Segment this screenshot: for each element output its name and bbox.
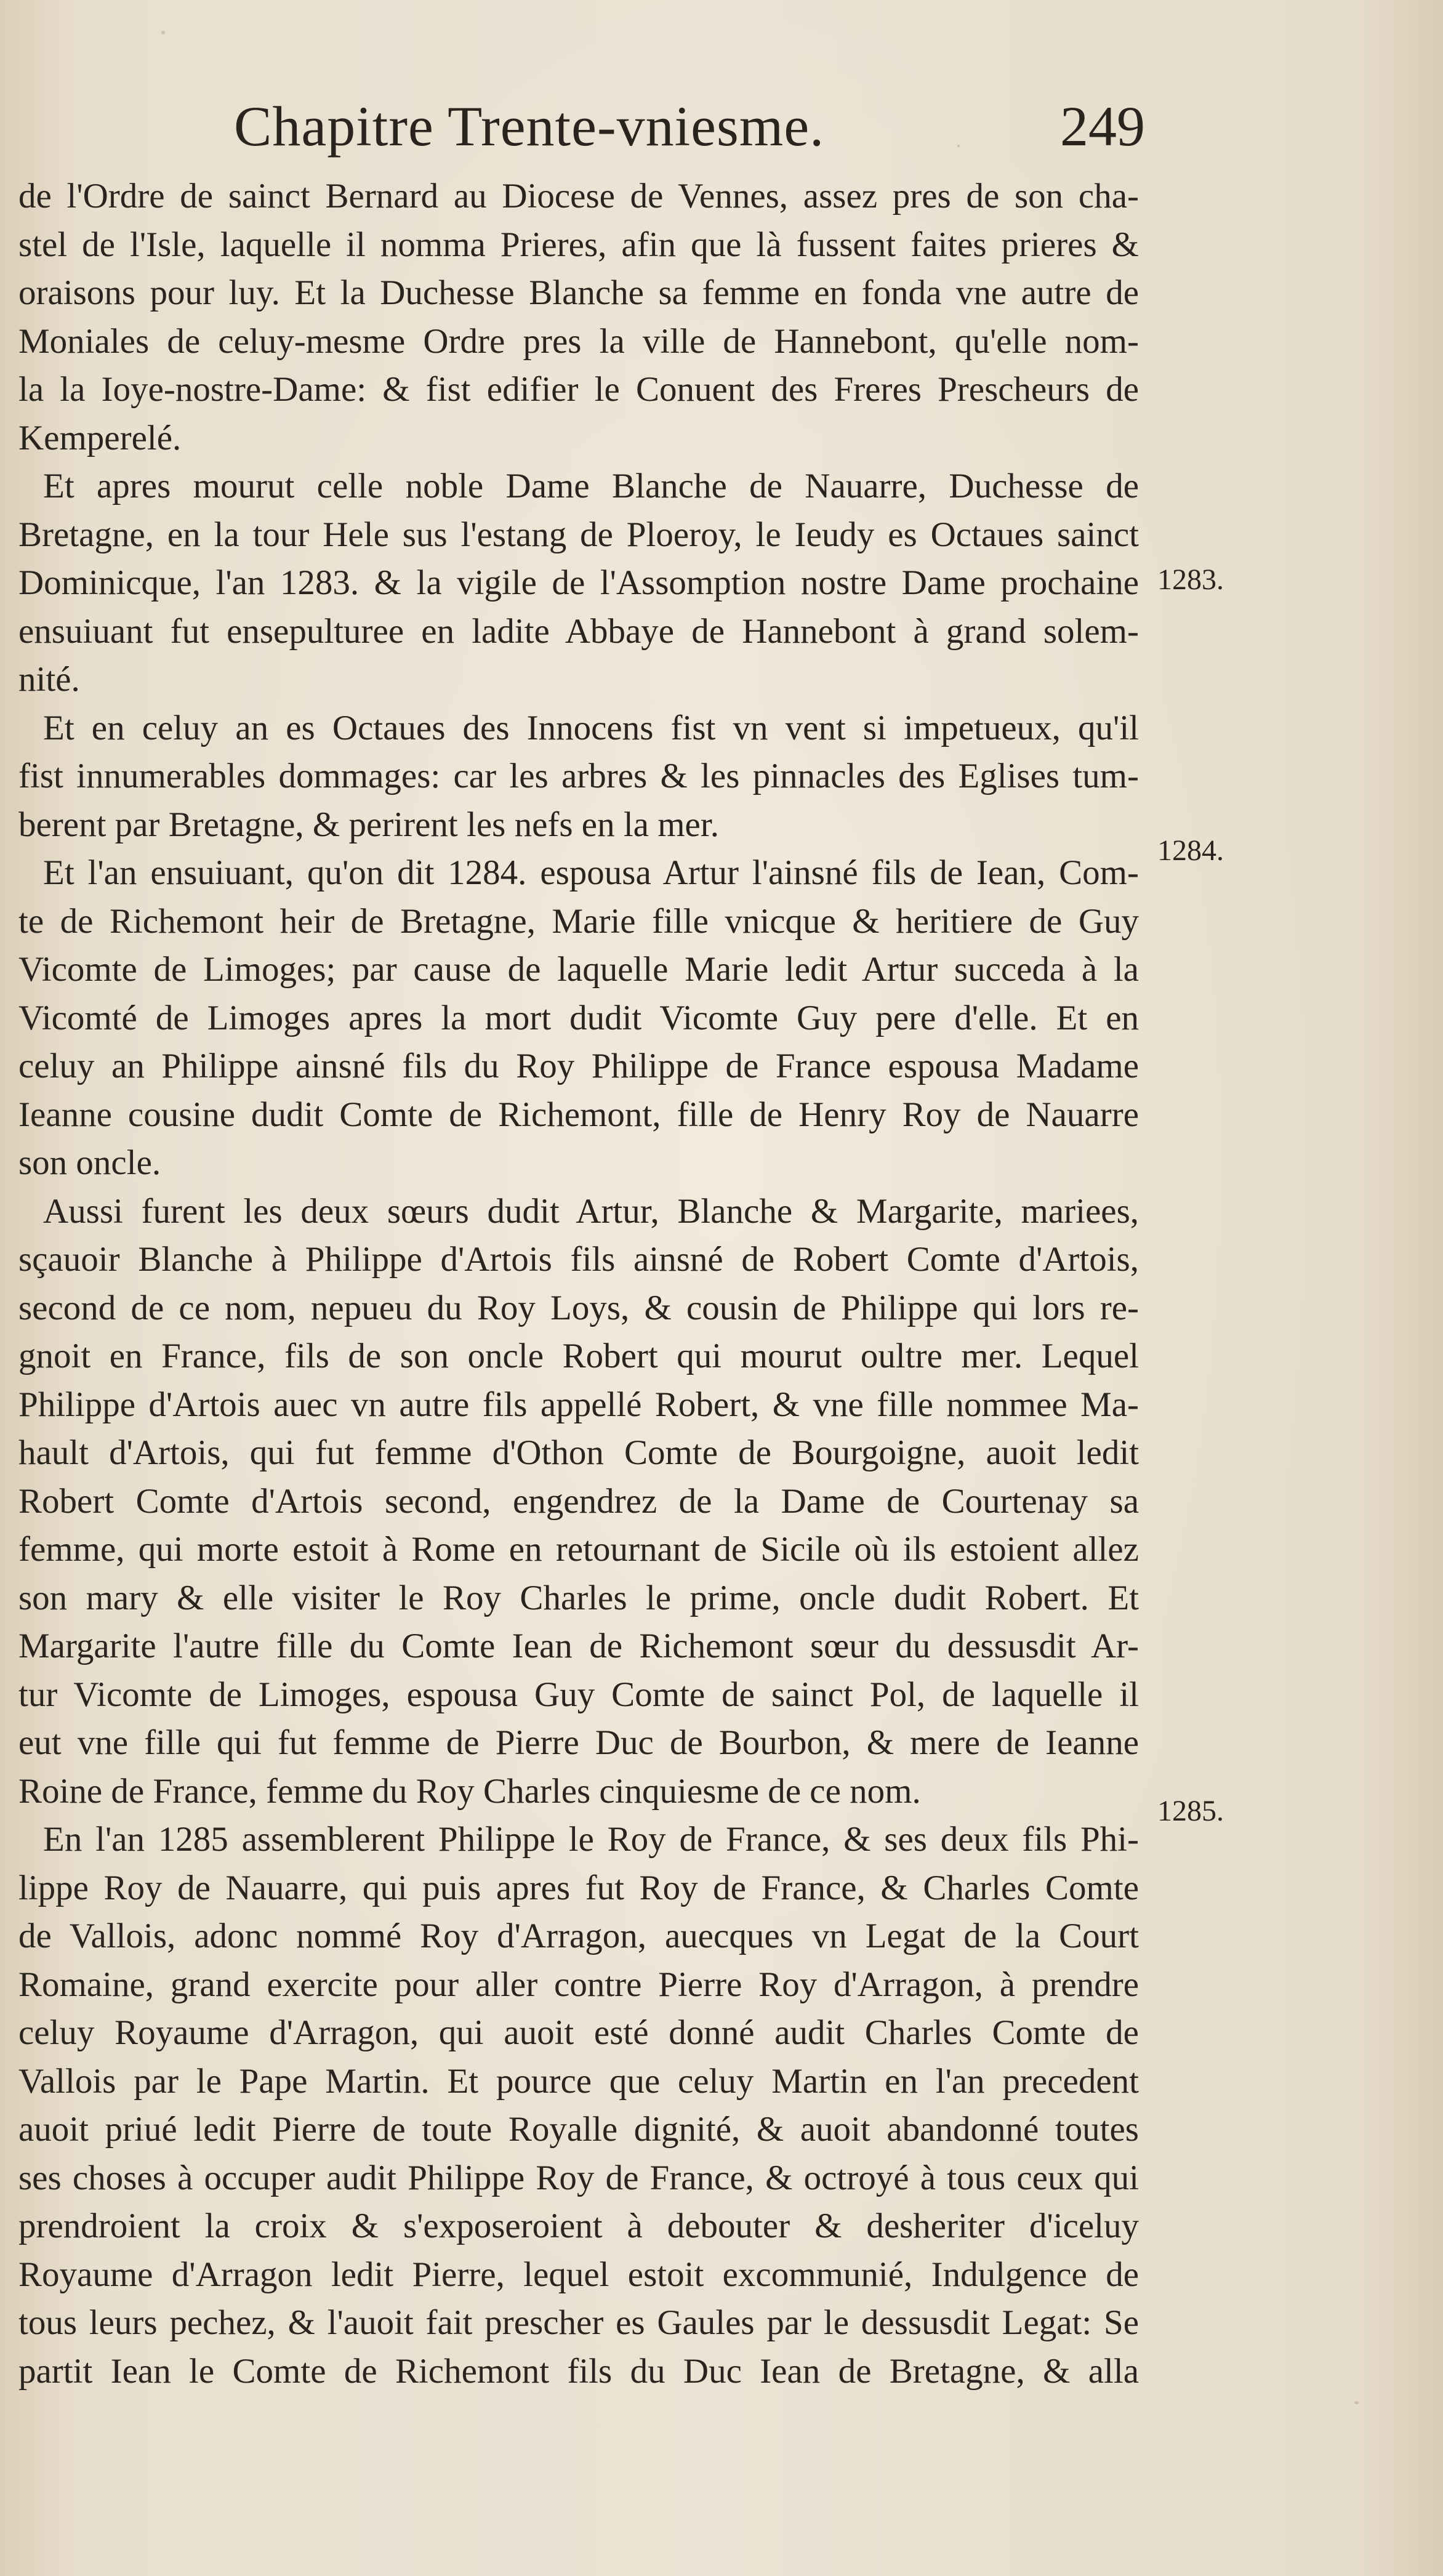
text-line: fist innumerables dommages: car les arbres & les pinnacles des Eglises tum-	[18, 757, 1139, 795]
text-line: prendroient la croix & s'exposeroient à debouter & desheriter d'iceluy	[18, 2207, 1139, 2245]
text-line: En l'an 1285 assemblerent Philippe le Roy de France, & ses deux fils Phi-	[43, 1820, 1139, 1859]
text-line: te de Richemont heir de Bretagne, Marie fille vnicque & heritiere de Guy	[18, 901, 1139, 941]
text-line: celuy Royaume d'Arragon, qui auoit esté donné audit Charles Comte de	[18, 2013, 1139, 2052]
text-line: Et l'an ensuiuant, qu'on dit 1284. espousa Artur l'ainsné fils de Iean, Com-	[43, 853, 1139, 892]
text-line: second de ce nom, nepueu du Roy Loys, & cousin de Philippe qui lors re-	[18, 1288, 1139, 1327]
text-line: Aussi furent les deux sœurs dudit Artur, Blanche & Margarite, mariees,	[43, 1191, 1139, 1231]
text-line: Et apres mourut celle noble Dame Blanche de Nauarre, Duchesse de	[43, 467, 1139, 505]
text-line: Et en celuy an es Octaues des Innocens fist vn vent si impetueux, qu'il	[43, 708, 1139, 747]
text-line: Margarite l'autre fille du Comte Iean de Richemont sœur du dessusdit Ar-	[18, 1627, 1139, 1665]
page-number: 249	[1060, 95, 1145, 158]
text-line: partit Iean le Comte de Richemont fils du Duc Iean de Bretagne, & alla	[18, 2351, 1139, 2391]
text-line: gnoit en France, fils de son oncle Robert qui mourut oultre mer. Lequel	[18, 1337, 1139, 1375]
text-line: Roine de France, femme du Roy Charles cinquiesme de ce nom.	[18, 1771, 921, 1811]
text-line: la la Ioye-nostre-Dame: & fist edifier le Conuent des Freres Prescheurs de	[18, 370, 1139, 409]
text-line: tous leurs pechez, & l'auoit fait prescher es Gaules par le dessusdit Legat: Se	[18, 2303, 1139, 2342]
margin-year-note: 1285.	[1157, 1795, 1224, 1827]
text-line: ses choses à occuper audit Philippe Roy de France, & octroyé à tous ceux qui	[18, 2158, 1139, 2197]
text-line: Bretagne, en la tour Hele sus l'estang de Ploeroy, le Ieudy es Octaues sainct	[18, 515, 1139, 554]
text-line: celuy an Philippe ainsné fils du Roy Philippe de France espousa Madame	[18, 1047, 1139, 1085]
running-header	[234, 92, 1145, 160]
body-text	[18, 172, 1139, 2396]
text-line: eut vne fille qui fut femme de Pierre Duc de Bourbon, & mere de Ieanne	[18, 1723, 1139, 1762]
text-line: ensuiuant fut ensepulturee en ladite Abbaye de Hannebont à grand solem-	[18, 611, 1139, 651]
text-line: Ieanne cousine dudit Comte de Richemont, fille de Henry Roy de Nauarre	[18, 1095, 1139, 1134]
text-line: de Vallois, adonc nommé Roy d'Arragon, auecques vn Legat de la Court	[18, 1917, 1139, 1955]
margin-year-note: 1283.	[1157, 563, 1224, 596]
text-line: Robert Comte d'Artois second, engendrez de la Dame de Courtenay sa	[18, 1481, 1139, 1521]
paper-speck	[1354, 2401, 1359, 2404]
margin-year-note: 1284.	[1157, 834, 1224, 867]
text-line: son mary & elle visiter le Roy Charles le prime, oncle dudit Robert. Et	[18, 1578, 1139, 1617]
text-line: stel de l'Isle, laquelle il nomma Prieres, afin que là fussent faites prieres &	[18, 225, 1139, 264]
text-line: Dominicque, l'an 1283. & la vigile de l'Assomption nostre Dame prochaine	[18, 563, 1139, 602]
text-line: Philippe d'Artois auec vn autre fils appellé Robert, & vne fille nommee Ma-	[18, 1385, 1139, 1424]
text-line: lippe Roy de Nauarre, qui puis apres fut Roy de France, & Charles Comte	[18, 1868, 1139, 1907]
text-line: Vallois par le Pape Martin. Et pource que celuy Martin en l'an precedent	[18, 2061, 1139, 2101]
text-line: oraisons pour luy. Et la Duchesse Blanche sa femme en fonda vne autre de	[18, 273, 1139, 312]
text-line: Moniales de celuy-mesme Ordre pres la ville de Hannebont, qu'elle nom-	[18, 321, 1139, 361]
text-line: tur Vicomte de Limoges, espousa Guy Comte de sainct Pol, de laquelle il	[18, 1675, 1139, 1714]
text-line: Vicomté de Limoges apres la mort dudit Vicomte Guy pere d'elle. Et en	[18, 998, 1139, 1037]
text-line: sçauoir Blanche à Philippe d'Artois fils ainsné de Robert Comte d'Artois,	[18, 1240, 1139, 1279]
text-line: son oncle.	[18, 1143, 161, 1182]
chapter-title: Chapitre Trente-vniesme.	[234, 95, 825, 158]
paper-speck	[161, 31, 165, 34]
text-line: de l'Ordre de sainct Bernard au Diocese de Vennes, assez pres de son cha-	[18, 177, 1139, 215]
text-line: hault d'Artois, qui fut femme d'Othon Comte de Bourgoigne, auoit ledit	[18, 1433, 1139, 1472]
text-line: berent par Bretagne, & perirent les nefs en la mer.	[18, 805, 719, 844]
text-line: Kemperelé.	[18, 418, 182, 457]
text-line: Romaine, grand exercite pour aller contre Pierre Roy d'Arragon, à prendre	[18, 1965, 1139, 2004]
text-line: Royaume d'Arragon ledit Pierre, lequel estoit excommunié, Indulgence de	[18, 2255, 1139, 2294]
text-line: nité.	[18, 660, 80, 699]
text-line: femme, qui morte estoit à Rome en retournant de Sicile où ils estoient allez	[18, 1530, 1139, 1569]
text-line: auoit priué ledit Pierre de toute Royalle dignité, & auoit abandonné toutes	[18, 2110, 1139, 2149]
text-line: Vicomte de Limoges; par cause de laquelle Marie ledit Artur succeda à la	[18, 950, 1139, 989]
